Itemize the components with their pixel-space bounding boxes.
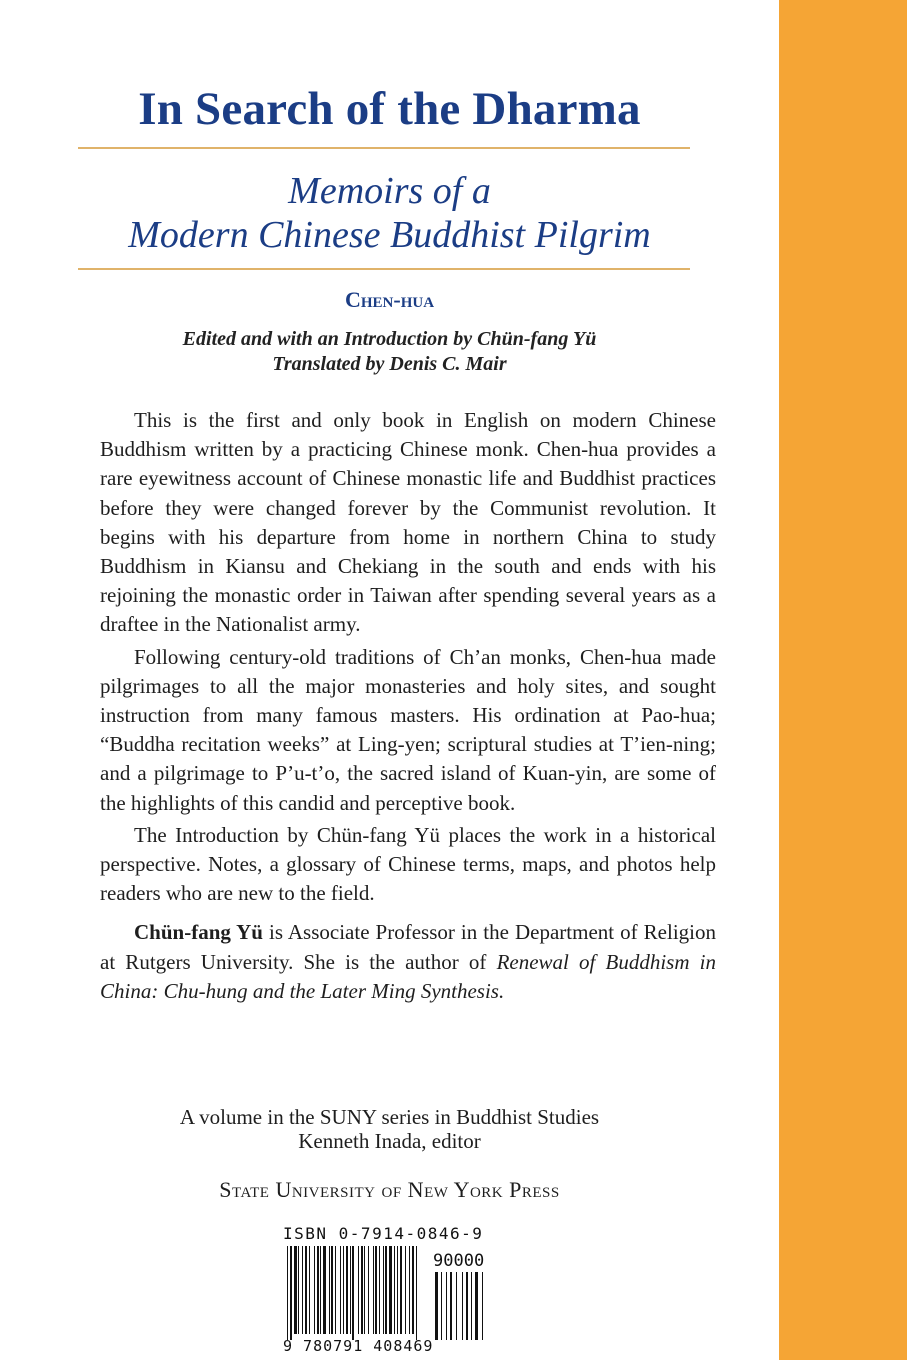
title-divider — [78, 147, 690, 149]
ean-digits: 9 780791 408469 — [283, 1337, 434, 1355]
barcode-bar — [320, 1246, 321, 1334]
barcode-bar — [343, 1246, 344, 1334]
price-bar — [441, 1272, 442, 1340]
blurb-paragraph-1: This is the first and only book in English on modern Chinese Buddhism written by a practicing Chinese monk. Chen-hua provides a rare eyewitness account of Chinese monastic life and Buddhist practices before they were changed forever by the Communist revolution. It begins with his departure from home in northern China to study Buddhism in Kiansu and Chekiang in the south and ends with his rejoining the monastic order in Taiwan after spending several years as a draftee in the Nationalist army. — [100, 408, 716, 637]
barcode-bar — [290, 1246, 292, 1340]
price-bar — [471, 1272, 472, 1340]
barcode-bar — [331, 1246, 333, 1334]
editor-bio-text: is Associate Professor in the Department of Religion at Rutgers University. She is the author of — [100, 920, 716, 974]
barcode-bar — [358, 1246, 359, 1334]
barcode-bar — [373, 1246, 374, 1334]
series-line: A volume in the SUNY series in Buddhist Studies — [179, 1105, 600, 1129]
price-bar — [456, 1272, 457, 1340]
price-bar — [466, 1272, 468, 1340]
barcode-bar — [309, 1246, 310, 1334]
translator-credit: Translated by Denis C. Mair — [272, 353, 507, 375]
barcode-bar — [397, 1246, 398, 1334]
barcode-bar — [340, 1246, 341, 1334]
barcode-bar — [287, 1246, 288, 1340]
barcode-bar — [323, 1246, 326, 1334]
barcode-bar — [314, 1246, 315, 1334]
price-bar — [435, 1272, 438, 1340]
price-bar — [462, 1272, 463, 1340]
barcode — [283, 1224, 498, 1360]
editor-bio-name: Chün-fang Yü — [134, 920, 263, 945]
barcode-bar — [385, 1246, 387, 1334]
book-title: In Search of the Dharma — [138, 83, 641, 135]
barcode-bar — [294, 1246, 297, 1334]
editor-bio — [100, 918, 716, 1006]
price-code: 90000 — [433, 1251, 485, 1271]
orange-edge-stripe — [779, 0, 907, 1360]
subtitle-line-1: Memoirs of a — [288, 170, 491, 212]
barcode-bar — [416, 1246, 417, 1340]
barcode-bar — [368, 1246, 369, 1334]
barcode-bar — [350, 1246, 351, 1334]
series-editor: Kenneth Inada, editor — [298, 1129, 481, 1153]
barcode-bar — [412, 1246, 414, 1334]
barcode-bar — [364, 1246, 365, 1334]
barcode-bar — [298, 1246, 299, 1334]
barcode-bar — [346, 1246, 348, 1334]
price-bar — [450, 1272, 452, 1340]
barcode-bar — [329, 1246, 330, 1334]
isbn-number: ISBN 0-7914-0846-9 — [283, 1224, 484, 1243]
barcode-bar — [305, 1246, 307, 1334]
subtitle-line-2: Modern Chinese Buddhist Pilgrim — [128, 214, 651, 256]
barcode-bar — [375, 1246, 377, 1334]
barcode-bar — [335, 1246, 336, 1334]
editor-bio-book: Renewal of Buddhism in China: Chu-hung and the Later Ming Synthesis. — [100, 949, 717, 1003]
barcode-bar — [379, 1246, 380, 1334]
barcode-bar — [405, 1246, 406, 1334]
blurb-paragraph-3: The Introduction by Chün-fang Yü places the work in a historical perspective. Notes, a glossary of Chinese terms, maps, and photos help readers who are new to the field. — [100, 822, 716, 906]
publisher-name: State University of New York Press — [219, 1177, 560, 1202]
barcode-bar — [352, 1246, 354, 1340]
barcode-bar — [389, 1246, 392, 1334]
barcode-bar — [383, 1246, 384, 1334]
barcode-bar — [317, 1246, 319, 1334]
blurb-paragraph-2: Following century-old traditions of Ch’an monks, Chen-hua made pilgrimages to all the major monasteries and holy sites, and sought instruction from many famous masters. His ordination at Pao-hua; “Buddha recitation weeks” at Ling-yen; scriptural studies at T’ien-ning; and a pilgrimage to P’u-t’o, the sacred island of Kuan-yin, are some of the highlights of this candid and perceptive book. — [100, 644, 716, 815]
blurb — [100, 406, 716, 1009]
author-name: Chen-hua — [344, 287, 435, 312]
barcode-bar — [394, 1246, 395, 1334]
price-bar — [446, 1272, 447, 1340]
barcode-bar — [400, 1246, 402, 1334]
barcode-bar — [409, 1246, 410, 1334]
editor-credit: Edited and with an Introduction by Chün-fang Yü — [182, 328, 597, 350]
price-bar — [482, 1272, 483, 1340]
subtitle-divider — [78, 268, 690, 270]
price-bar — [475, 1272, 478, 1340]
barcode-bar — [302, 1246, 303, 1334]
barcode-bar — [361, 1246, 363, 1334]
